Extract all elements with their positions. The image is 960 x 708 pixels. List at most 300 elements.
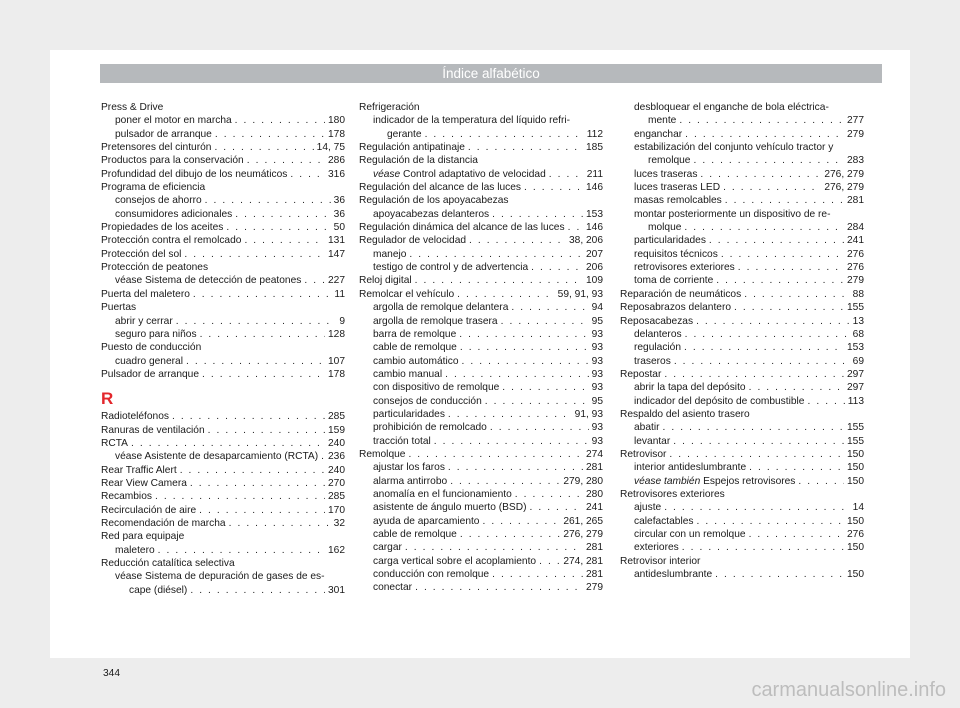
index-entry-page: 185 [586,142,603,154]
index-heading: Regulación de la distancia [359,155,478,167]
index-entry-page: 281 [847,195,864,207]
index-entry-label: Remolque [359,448,406,460]
index-entry-page: 155 [847,302,864,314]
index-entry-page: 281 [586,569,603,581]
index-entry [359,168,603,181]
index-entry [101,194,345,207]
index-entry [359,515,603,528]
index-heading: Puesto de conducción [101,342,202,354]
index-letter: R [101,389,114,409]
index-entry-page: 93 [591,368,603,380]
index-entry-label: masas remolcables [634,195,722,207]
dot-leader [199,504,325,517]
index-entry [359,488,603,501]
index-entry-page: 274 [586,448,603,460]
index-entry-page: 155 [847,435,864,447]
index-entry-page: 50 [333,222,345,234]
index-entry-page: 95 [591,315,603,327]
index-entry-label: Pretensores del cinturón [101,142,212,154]
index-entry-label: Regulación del alcance de las luces [359,182,521,194]
index-entry-label: cuadro general [115,355,183,367]
dot-leader [684,221,844,234]
index-entry-page: 240 [328,464,345,476]
dot-leader [673,435,844,448]
dot-leader [215,128,325,141]
index-entry [620,368,864,381]
index-entry-page: 153 [586,208,603,220]
index-entry-label: conectar [373,582,413,594]
index-heading: Refrigeración [359,102,420,113]
dot-leader [492,208,583,221]
dot-leader [679,114,844,127]
index-entry [359,341,603,354]
index-entry-page: 180 [328,115,345,127]
index-entry-label: ayuda de aparcamiento [373,515,480,527]
index-entry-label: alarma antirrobo [373,475,448,487]
index-entry-page: 91, 93 [574,408,603,420]
index-entry [620,154,864,167]
index-entry-page: 93 [591,328,603,340]
index-column-3 [620,101,864,581]
index-entry-label: Recambios [101,491,152,503]
index-entry-label: RCTA [101,437,128,449]
index-entry-label: calefactables [634,515,694,527]
dot-leader [405,541,583,554]
dot-leader [200,328,325,341]
index-entry [620,128,864,141]
index-entry-label: asistente de ángulo muerto (BSD) [373,502,527,514]
index-entry [620,261,864,274]
index-entry-label: manejo [373,248,407,260]
index-heading: estabilización del conjunto vehículo tractor y [634,142,834,154]
index-entry-page: 11 [334,288,345,300]
index-entry-label: retrovisores exteriores [634,262,735,274]
index-entry-label: Retrovisor [620,448,667,460]
index-entry [359,248,603,261]
index-entry-label: Regulación dinámica del alcance de las luces [359,222,565,234]
index-entry [359,355,603,368]
index-entry [620,274,864,287]
dot-leader [460,341,589,354]
index-entry-page: 159 [328,424,345,436]
index-entry-label: Reparación de neumáticos [620,288,742,300]
dot-leader [415,274,583,287]
index-entry [101,141,345,154]
dot-leader [682,541,844,554]
dot-leader [226,221,330,234]
index-entry [620,515,864,528]
index-entry [620,288,864,301]
index-entry-label: cable de remolque [373,529,457,540]
index-entry-label: Repostar [620,368,662,380]
index-entry-page: 276, 279 [563,529,603,540]
index-entry-label: Productos para la conservación [101,155,244,167]
index-entry-label: abrir la tapa del depósito [634,382,746,394]
index-entry-page: 279 [847,275,864,287]
index-entry [359,208,603,221]
index-entry-page: 59, 91, 93 [557,288,603,300]
index-entry-page: 150 [847,475,864,487]
index-entry [359,288,603,301]
index-entry-page: 112 [586,128,603,140]
index-entry-page: 95 [591,395,603,407]
dot-leader [502,381,588,394]
index-entry-label: prohibición de remolcado [373,422,487,434]
index-entry-page: 276, 279 [824,168,864,180]
dot-leader [798,475,844,488]
index-entry-page: 276 [847,529,864,540]
dot-leader [186,355,325,368]
index-entry-label: pulsador de arranque [115,128,212,140]
index-entry [359,501,603,514]
index-entry-label: Protección contra el remolcado [101,235,242,247]
dot-leader [229,517,331,530]
dot-leader [190,477,325,490]
dot-leader [662,421,844,434]
index-entry-label: argolla de remolque trasera [373,315,498,327]
dot-leader [172,410,325,423]
index-entry-label: Rear Traffic Alert [101,464,177,476]
index-entry-label: Recirculación de aire [101,504,197,516]
dot-leader [723,181,821,194]
index-entry [620,568,864,581]
dot-leader [247,154,325,167]
index-entry-page: 178 [328,128,345,140]
dot-leader [214,141,313,154]
index-entry [359,435,603,448]
dot-leader [531,261,583,274]
index-entry [101,328,345,341]
index-entry-label: Reposabrazos delantero [620,302,732,314]
dot-leader [425,128,584,141]
index-entry-page: 227 [328,275,345,287]
dot-leader [492,568,583,581]
dot-leader [290,168,325,181]
index-entry-label: cape (diésel) [129,584,188,596]
dot-leader [202,368,325,381]
index-entry-label: apoyacabezas delanteros [373,208,490,220]
index-entry-label: consejos de conducción [373,395,482,407]
dot-leader [709,234,844,247]
index-entry-page: 155 [847,422,864,434]
index-entry-prefix: véase también [634,475,701,487]
index-entry [359,381,603,394]
index-entry-page: 283 [847,155,864,167]
index-entry-page: 211 [586,168,603,180]
index-entry [101,248,345,261]
dot-leader [749,528,844,541]
index-entry-page: 14, 75 [316,142,345,154]
index-heading: Respaldo del asiento trasero [620,408,750,420]
index-entry-label: regulación [634,342,682,354]
index-entry-page: 147 [328,248,345,260]
index-entry-page: 14 [852,502,864,514]
index-entry-page: 277 [847,115,864,127]
index-entry [101,128,345,141]
dot-leader [744,288,849,301]
index-entry-page: 93 [591,342,603,354]
index-entry-label: Regulador de velocidad [359,235,467,247]
index-heading: Regulación de los apoyacabezas [359,195,509,207]
dot-leader [415,581,583,594]
index-entry [359,461,603,474]
dot-leader [539,555,560,568]
index-entry-page: 94 [591,302,603,314]
index-entry [359,555,603,568]
index-entry-page: 162 [328,544,345,556]
index-entry-page: 316 [328,168,345,180]
manual-page [50,50,910,679]
index-entry [620,421,864,434]
index-entry-label: Ranuras de ventilación [101,424,205,436]
index-entry [620,328,864,341]
index-entry [101,315,345,328]
index-entry-label: interior antideslumbrante [634,462,747,474]
index-entry [359,581,603,594]
index-entry-label: abatir [634,422,660,434]
index-entry-label: Reloj digital [359,275,412,287]
index-entry-page: 286 [328,155,345,167]
index-entry-label: Puerta del maletero [101,288,190,300]
index-heading: Retrovisor interior [620,555,701,567]
index-entry-label: consejos de ahorro [115,195,202,207]
dot-leader [515,488,583,501]
dot-leader [457,288,555,301]
index-entry-label: anomalía en el funcionamiento [373,488,512,500]
index-entry-label: ajustar los faros [373,462,445,474]
index-entry-label: seguro para niños [115,328,197,340]
index-entry-page: 93 [591,355,603,367]
index-entry-page: 36 [333,208,345,220]
dot-leader [664,368,844,381]
index-entry [620,181,864,194]
index-entry [101,221,345,234]
index-entry-label: particularidades [634,235,706,247]
index-entry [620,461,864,474]
dot-leader [501,315,589,328]
index-entry [101,450,345,463]
index-entry [359,395,603,408]
index-entry-prefix: véase [373,168,401,180]
index-entry-label: luces traseras [634,168,698,180]
index-entry-label: gerante [387,128,422,140]
index-heading: Puertas [101,302,137,314]
index-entry-page: 301 [328,584,345,596]
index-entry-label: cable de remolque [373,342,457,354]
index-entry [620,395,864,408]
index-entry-label: levantar [634,435,671,447]
dot-leader [408,448,583,461]
dot-leader [469,234,566,247]
index-entry [359,141,603,154]
index-entry-page: 274, 281 [563,555,603,567]
index-entry-label: barra de remolque [373,328,457,340]
index-entry [101,355,345,368]
index-entry-page: 281 [586,462,603,474]
index-entry [620,435,864,448]
index-entry-label: traseros [634,355,671,367]
index-entry [359,221,603,234]
index-entry-label: Remolcar el vehículo [359,288,455,300]
index-heading: indicador de la temperatura del líquido refri- [373,115,571,127]
dot-leader [434,435,589,448]
dot-leader [460,528,561,541]
index-entry-label: maletero [115,544,155,556]
index-entry-label: Regulación antipatinaje [359,142,465,154]
dot-leader [749,461,844,474]
dot-leader [468,141,583,154]
index-entry-page: 270 [328,477,345,489]
index-entry [359,368,603,381]
index-entry [359,234,603,247]
dot-leader [184,248,325,261]
index-entry-page: 285 [328,491,345,503]
index-entry-label: véase Asistente de desaparcamiento (RCTA) [115,451,319,463]
dot-leader [131,437,325,450]
index-entry-page: 88 [852,288,864,300]
watermark: carmanualsonline.info [751,679,946,701]
index-entry-page: 146 [586,182,603,194]
dot-leader [450,475,560,488]
index-entry [359,568,603,581]
index-entry-label: testigo de control y de advertencia [373,262,529,274]
dot-leader [549,168,584,181]
index-entry [359,301,603,314]
index-entry [620,301,864,314]
dot-leader [669,448,844,461]
index-entry [101,437,345,450]
dot-leader [158,544,325,557]
dot-leader [445,368,589,381]
index-entry [620,114,864,127]
index-entry [101,114,345,127]
index-entry-page: 93 [591,422,603,434]
index-entry-page: 276 [847,248,864,260]
index-entry-page: 281 [586,542,603,554]
dot-leader [700,168,821,181]
index-entry [101,154,345,167]
index-heading: Retrovisores exteriores [620,488,725,500]
index-entry [620,234,864,247]
index-heading: desbloquear el enganche de bola eléctrica- [634,102,829,113]
index-entry [101,168,345,181]
index-entry-label: exteriores [634,542,679,554]
index-entry-label: véase Control adaptativo de velocidad [373,168,546,180]
index-entry [620,194,864,207]
index-entry [101,208,345,221]
index-entry-label: mente [648,115,677,127]
index-heading: Programa de eficiencia [101,182,206,194]
index-entry [620,221,864,234]
dot-leader [529,501,583,514]
index-heading: montar posteriormente un dispositivo de re- [634,208,831,220]
index-entry-page: 276 [847,262,864,274]
dot-leader [485,395,589,408]
index-entry-page: 284 [847,222,864,234]
index-entry-label: Reposacabezas [620,315,694,327]
index-entry-label: Recomendación de marcha [101,517,226,529]
index-entry [101,477,345,490]
dot-leader [716,274,844,287]
index-entry [101,517,345,530]
index-entry-label: cambio manual [373,368,443,380]
index-entry [620,341,864,354]
index-entry-page: 9 [339,315,345,327]
index-entry-page: 93 [591,435,603,447]
dot-leader [448,461,583,474]
index-entry-label: particularidades [373,408,445,420]
dot-leader [693,154,844,167]
dot-leader [725,194,844,207]
dot-leader [738,261,844,274]
dot-leader [696,515,844,528]
index-entry [359,408,603,421]
dot-leader [448,408,572,421]
dot-leader [304,274,325,287]
index-entry [101,544,345,557]
index-entry [359,328,603,341]
page-header: Índice alfabético [100,64,882,83]
index-entry [101,368,345,381]
index-entry-label: indicador del depósito de combustible [634,395,805,407]
index-entry-label: argolla de remolque delantera [373,302,509,314]
index-entry-label: tracción total [373,435,431,447]
dot-leader [176,315,337,328]
index-entry [359,261,603,274]
index-entry-page: 93 [591,382,603,394]
index-entry-page: 276, 279 [824,182,864,194]
dot-leader [807,395,844,408]
index-entry-page: 279 [847,128,864,140]
index-entry-page: 153 [847,342,864,354]
index-entry-page: 107 [328,355,345,367]
dot-leader [524,181,583,194]
index-entry-label: véase Sistema de detección de peatones [115,275,302,287]
index-entry-page: 261, 265 [563,515,603,527]
index-entry-label: molque [648,222,682,234]
index-entry [101,424,345,437]
index-entry [101,504,345,517]
dot-leader [409,248,583,261]
dot-leader [190,584,325,597]
dot-leader [685,128,844,141]
dot-leader [664,501,849,514]
index-entry [101,464,345,477]
index-entry-page: 128 [328,328,345,340]
index-entry-label: delanteros [634,328,682,340]
index-entry-label: antideslumbrante [634,569,713,581]
index-entry-label: ajuste [634,502,662,514]
dot-leader [721,248,844,261]
index-entry [620,528,864,541]
index-entry [359,448,603,461]
dot-leader [684,341,844,354]
dot-leader [674,355,850,368]
index-entry-label: cargar [373,542,402,554]
index-entry [620,501,864,514]
index-entry [620,475,864,488]
index-entry-page: 236 [328,451,345,463]
index-heading: Reducción catalítica selectiva [101,558,235,569]
index-entry [359,274,603,287]
index-entry-page: 109 [586,275,603,287]
page-number: 344 [103,668,120,679]
dot-leader [321,450,325,463]
index-entry [620,168,864,181]
index-entry-label: Rear View Camera [101,477,187,489]
dot-leader [511,301,588,314]
index-entry [101,288,345,301]
